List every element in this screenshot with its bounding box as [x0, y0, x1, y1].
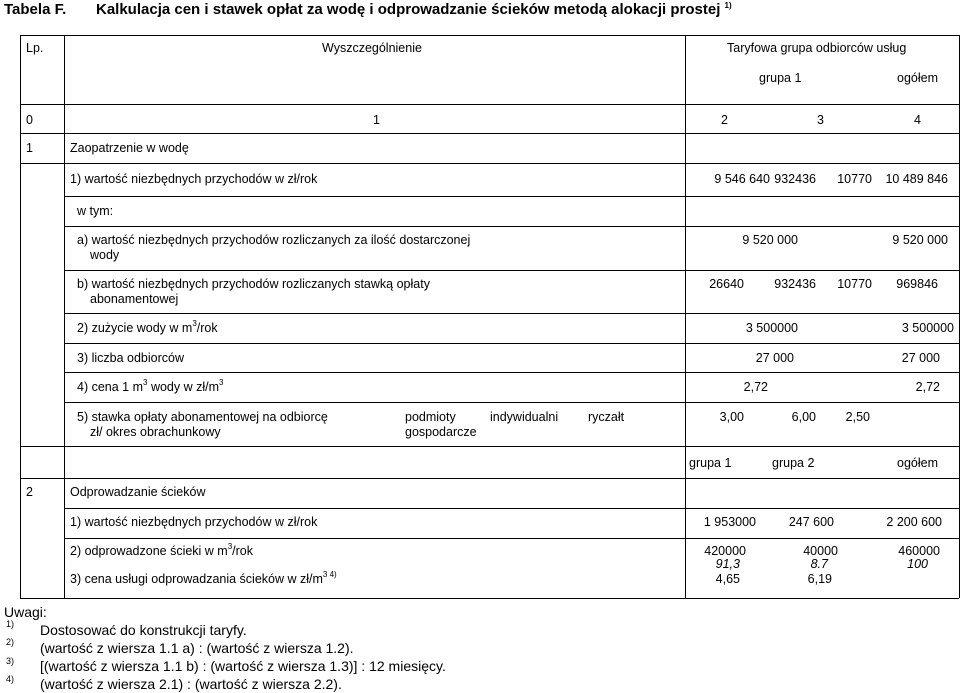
subgroup-label: gospodarcze: [405, 425, 477, 439]
column-number: 1: [373, 113, 380, 127]
footnote-number: 3): [6, 656, 15, 666]
column-number: 0: [26, 113, 33, 127]
row-label-text: 4) cena 1 m: [77, 380, 144, 394]
column-number: 3: [817, 113, 824, 127]
cell-value: 932436: [774, 277, 816, 291]
footnote-number: 1): [6, 619, 15, 629]
cell-value: 2,72: [915, 380, 940, 394]
rule: [20, 133, 959, 134]
cell-value: 4,65: [715, 572, 740, 586]
row-label: [70, 572, 337, 587]
footnote-number: 4): [6, 674, 15, 684]
rule: [64, 538, 959, 539]
rule: [64, 313, 959, 314]
cell-value: 27 000: [901, 351, 940, 365]
table-label: Tabela F.: [4, 1, 67, 18]
cell-value: 10770: [837, 277, 872, 291]
row-label: [77, 321, 218, 336]
cell-value: 2,50: [845, 410, 870, 424]
footnote-text: (wartość z wiersza 1.1 a) : (wartość z wiersza 1.2).: [40, 640, 354, 656]
row-label: 1) wartość niezbędnych przychodów w zł/rok: [70, 172, 318, 186]
row-label: [77, 380, 223, 395]
rule: [64, 372, 959, 373]
row-label: 3) liczba odbiorców: [77, 351, 184, 365]
rule: [64, 343, 959, 344]
section-title: Odprowadzanie ścieków: [70, 485, 206, 499]
cell-value: 420000: [704, 544, 746, 558]
rule: [20, 446, 959, 447]
header-ogolem: ogółem: [897, 71, 938, 85]
section-number: 1: [26, 141, 33, 155]
rule: [64, 196, 959, 197]
notes-heading: Uwagi:: [4, 604, 47, 620]
header-grupa-2: grupa 2: [772, 456, 815, 470]
row-label: 5) stawka opłaty abonamentowej na odbiorcę: [77, 410, 328, 424]
subgroup-label: podmioty: [405, 410, 456, 424]
cell-percent: 8.7: [810, 557, 828, 571]
cell-value: 2,72: [743, 380, 768, 394]
cell-value: 2 200 600: [886, 515, 942, 529]
cell-value: 969846: [896, 277, 938, 291]
rule: [20, 35, 21, 598]
header-grupa-1: grupa 1: [689, 456, 732, 470]
cell-value: 3,00: [719, 410, 744, 424]
row-label: 1) wartość niezbędnych przychodów w zł/rok: [70, 515, 318, 529]
cell-percent: 100: [907, 557, 928, 571]
row-label: a) wartość niezbędnych przychodów rozliczanych za ilość dostarczonej: [77, 233, 471, 247]
cell-value: 932436: [774, 172, 816, 186]
footnote-text: (wartość z wiersza 2.1) : (wartość z wiersza 2.2).: [40, 676, 342, 692]
header-taryfowa-grupa: Taryfowa grupa odbiorców usług: [727, 41, 907, 55]
row-label: b) wartość niezbędnych przychodów rozliczanych stawką opłaty: [77, 277, 430, 291]
column-number: 4: [914, 113, 921, 127]
rule: [64, 402, 959, 403]
row-label: zł/ okres obrachunkowy: [90, 425, 221, 439]
row-label-text: wody w zł/m: [147, 380, 220, 394]
cell-value: 460000: [898, 544, 940, 558]
cell-value: 9 520 000: [892, 233, 948, 247]
cell-value: 3 500000: [901, 321, 954, 335]
rule: [64, 508, 959, 509]
footnote-text: [(wartość z wiersza 1.1 b) : (wartość z wiersza 1.3)] : 12 miesięcy.: [40, 658, 446, 674]
page-title: [96, 2, 732, 17]
cell-value: 6,00: [791, 410, 816, 424]
rule: [64, 270, 959, 271]
cell-value: 27 000: [755, 351, 794, 365]
cell-value: 40000: [803, 544, 838, 558]
cell-percent: 91,3: [715, 557, 740, 571]
cell-value: 10 489 846: [885, 172, 948, 186]
cell-value: 10770: [837, 172, 872, 186]
superscript: 3: [192, 319, 197, 328]
cell-value: 26640: [709, 277, 744, 291]
header-wyszczegolnienie: Wyszczególnienie: [322, 41, 422, 55]
subgroup-label: indywidualni: [490, 410, 559, 424]
row-label-text: 2) zużycie wody w m: [77, 321, 193, 335]
row-label-text: /rok: [196, 321, 218, 335]
cell-value: 3 500000: [745, 321, 798, 335]
cell-value: 6,19: [807, 572, 832, 586]
header-grupa-1: grupa 1: [759, 71, 802, 85]
cell-value: 247 600: [788, 515, 834, 529]
superscript: 3: [143, 378, 148, 387]
row-label-text: /rok: [232, 544, 254, 558]
superscript: 3: [219, 378, 224, 387]
footnote-number: 2): [6, 637, 15, 647]
column-number: 2: [721, 113, 728, 127]
title-footnote-ref: 1): [724, 1, 732, 10]
row-label: abonamentowej: [90, 292, 179, 306]
rule: [685, 35, 686, 598]
row-label-text: 3) cena usługi odprowadzania ścieków w zł/m: [70, 572, 323, 586]
rule: [64, 226, 959, 227]
rule: [20, 35, 959, 36]
subgroup-label: ryczałt: [588, 410, 625, 424]
rule: [20, 598, 959, 599]
superscript: 3: [227, 542, 233, 551]
header-ogolem: ogółem: [897, 456, 938, 470]
rule: [20, 163, 959, 164]
row-label: w tym:: [77, 204, 114, 218]
rule: [20, 478, 959, 479]
row-label-text: 2) odprowadzone ścieki w m: [70, 544, 228, 558]
header-lp: Lp.: [26, 41, 44, 55]
cell-value: 9 520 000: [742, 233, 798, 247]
row-label: [70, 544, 253, 559]
row-label: wody: [90, 248, 120, 262]
cell-value: 9 546 640: [714, 172, 770, 186]
footnote-text: Dostosować do konstrukcji taryfy.: [40, 622, 247, 638]
superscript: 3 4): [322, 570, 337, 579]
section-title: Zaopatrzenie w wodę: [70, 141, 189, 155]
cell-value: 1 953000: [703, 515, 756, 529]
page-title-text: Kalkulacja cen i stawek opłat za wodę i odprowadzanie ścieków metodą alokacji prostej: [96, 1, 721, 18]
section-number: 2: [26, 485, 33, 499]
rule: [20, 104, 959, 105]
rule: [64, 35, 65, 598]
